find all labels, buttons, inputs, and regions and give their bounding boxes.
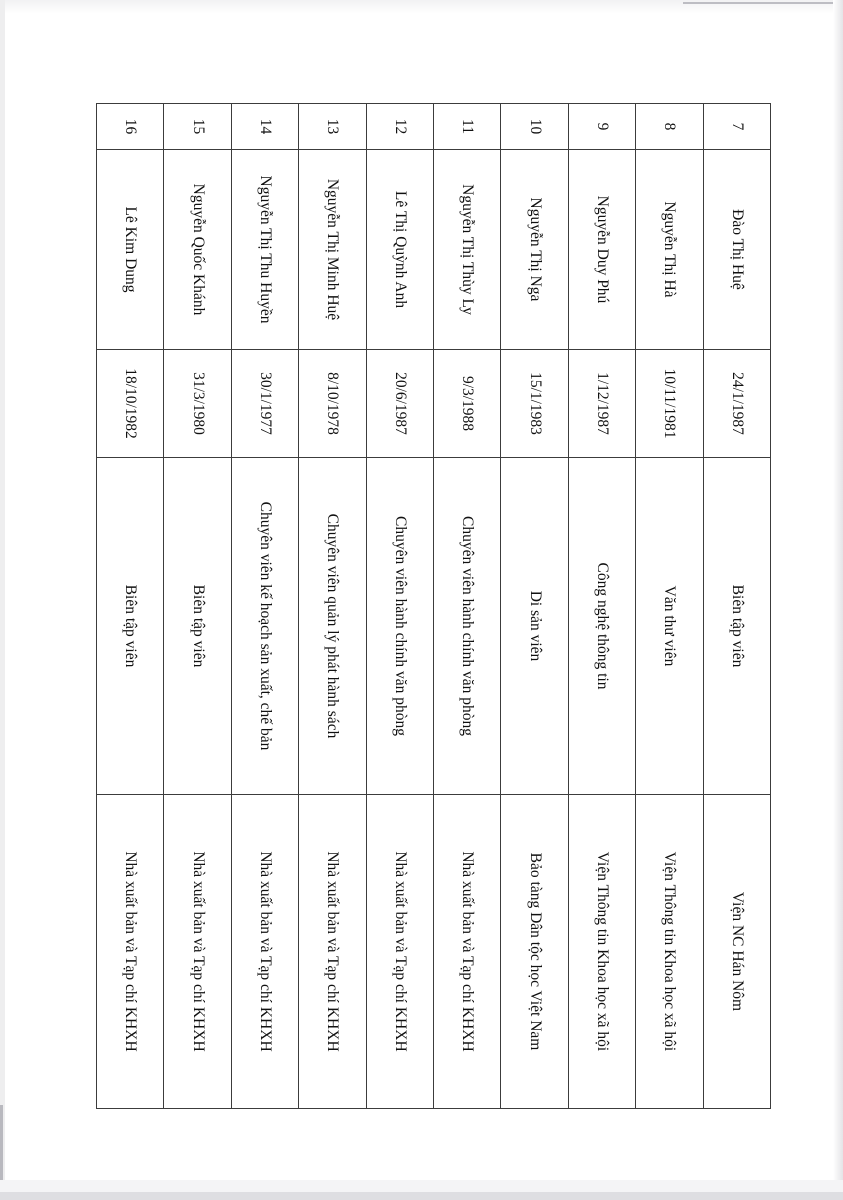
job-position: Di sản viên — [501, 458, 568, 795]
row-number: 9 — [568, 104, 635, 150]
table-row — [366, 104, 433, 1109]
row-number: 14 — [231, 104, 298, 150]
staff-table — [96, 103, 771, 1109]
full-name: Nguyễn Duy Phú — [568, 150, 635, 350]
table-row — [299, 104, 366, 1109]
organization: Viện Thông tin Khoa học xã hội — [636, 795, 703, 1109]
date-of-birth: 15/1/1983 — [501, 350, 568, 458]
full-name: Lê Thị Quỳnh Anh — [366, 150, 433, 350]
date-of-birth: 20/6/1987 — [366, 350, 433, 458]
job-position: Biên tập viên — [97, 458, 164, 795]
scan-left-mark — [0, 1105, 3, 1185]
job-position: Biên tập viên — [703, 458, 770, 795]
job-position: Văn thư viên — [636, 458, 703, 795]
table-row — [97, 104, 164, 1109]
table-row — [501, 104, 568, 1109]
scan-bottom-edge — [0, 1192, 843, 1200]
table-row — [568, 104, 635, 1109]
scan-left-edge — [0, 0, 5, 1200]
job-position: Biên tập viên — [164, 458, 231, 795]
row-number: 12 — [366, 104, 433, 150]
organization: Nhà xuất bản và Tạp chí KHXH — [299, 795, 366, 1109]
organization: Bảo tàng Dân tộc học Việt Nam — [501, 795, 568, 1109]
date-of-birth: 8/10/1978 — [299, 350, 366, 458]
full-name: Nguyễn Thị Nga — [501, 150, 568, 350]
job-position: Chuyên viên hành chính văn phòng — [366, 458, 433, 795]
row-number: 10 — [501, 104, 568, 150]
table-row — [636, 104, 703, 1109]
organization: Viện Thông tin Khoa học xã hội — [568, 795, 635, 1109]
scan-top-mark — [683, 2, 843, 4]
row-number: 16 — [97, 104, 164, 150]
job-position: Chuyên viên hành chính văn phòng — [434, 458, 501, 795]
date-of-birth: 10/11/1981 — [636, 350, 703, 458]
row-number: 8 — [636, 104, 703, 150]
organization: Viện NC Hán Nôm — [703, 795, 770, 1109]
date-of-birth: 30/1/1977 — [231, 350, 298, 458]
table-row — [164, 104, 231, 1109]
date-of-birth: 24/1/1987 — [703, 350, 770, 458]
full-name: Nguyễn Quốc Khánh — [164, 150, 231, 350]
job-position: Chuyên viên kế hoạch sản xuất, chế bản — [231, 458, 298, 795]
date-of-birth: 1/12/1987 — [568, 350, 635, 458]
organization: Nhà xuất bản và Tạp chí KHXH — [97, 795, 164, 1109]
table-row — [231, 104, 298, 1109]
job-position: Chuyên viên quản lý phát hành sách — [299, 458, 366, 795]
row-number: 15 — [164, 104, 231, 150]
full-name: Nguyễn Thị Thùy Ly — [434, 150, 501, 350]
rotated-table-container — [96, 103, 771, 1108]
table-row — [703, 104, 770, 1109]
row-number: 13 — [299, 104, 366, 150]
organization: Nhà xuất bản và Tạp chí KHXH — [231, 795, 298, 1109]
full-name: Đào Thị Huệ — [703, 150, 770, 350]
date-of-birth: 9/3/1988 — [434, 350, 501, 458]
row-number: 7 — [703, 104, 770, 150]
scan-right-edge — [833, 0, 843, 1200]
date-of-birth: 18/10/1982 — [97, 350, 164, 458]
organization: Nhà xuất bản và Tạp chí KHXH — [366, 795, 433, 1109]
full-name: Nguyễn Thị Minh Huệ — [299, 150, 366, 350]
staff-table-body — [97, 104, 771, 1109]
organization: Nhà xuất bản và Tạp chí KHXH — [434, 795, 501, 1109]
full-name: Nguyễn Thị Hà — [636, 150, 703, 350]
full-name: Lê Kim Dung — [97, 150, 164, 350]
date-of-birth: 31/3/1980 — [164, 350, 231, 458]
organization: Nhà xuất bản và Tạp chí KHXH — [164, 795, 231, 1109]
table-row — [434, 104, 501, 1109]
job-position: Công nghệ thông tin — [568, 458, 635, 795]
row-number: 11 — [434, 104, 501, 150]
full-name: Nguyễn Thị Thu Huyền — [231, 150, 298, 350]
